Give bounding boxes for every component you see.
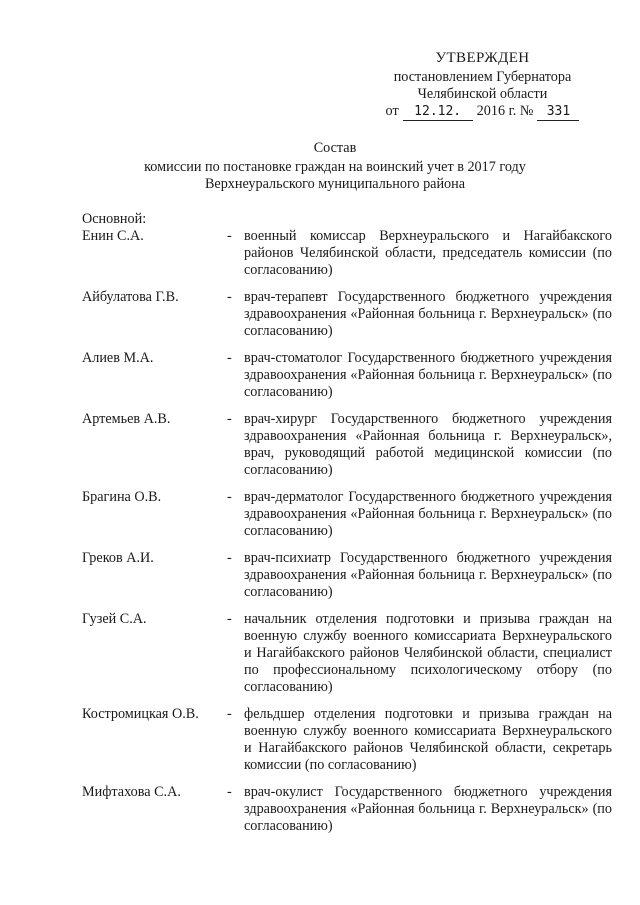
- member-dash: -: [227, 489, 232, 505]
- member-dash: -: [227, 350, 232, 366]
- member-row: [82, 350, 612, 401]
- approval-prefix: от: [385, 103, 399, 119]
- member-name: Айбулатова Г.В.: [82, 289, 179, 305]
- member-role: врач-психиатр Государственного бюджетного учреждения здравоохранения «Районная больница г. Верхнеуральск» (по согласованию): [244, 550, 612, 600]
- member-dash: -: [227, 784, 232, 800]
- member-dash: -: [227, 706, 232, 722]
- member-name: Костромицкая О.В.: [82, 706, 199, 722]
- section-label-main: Основной:: [82, 211, 147, 227]
- member-dash: -: [227, 411, 232, 427]
- member-dash: -: [227, 289, 232, 305]
- member-name: Алиев М.А.: [82, 350, 154, 366]
- members-list: [82, 228, 612, 845]
- member-name: Мифтахова С.А.: [82, 784, 181, 800]
- member-role: врач-хирург Государственного бюджетного учреждения здравоохранения «Районная больница г. Верхнеуральск», врач, руководящий работой медицинской комиссии (по согласованию): [244, 411, 612, 478]
- member-dash: -: [227, 550, 232, 566]
- member-role: военный комиссар Верхнеуральского и Нагайбакского районов Челябинской области, председатель комиссии (по согласованию): [244, 228, 612, 278]
- member-role: врач-окулист Государственного бюджетного учреждения здравоохранения «Районная больница г. Верхнеуральск» (по согласованию): [244, 784, 612, 834]
- member-name: Енин С.А.: [82, 228, 144, 244]
- member-dash: -: [227, 228, 232, 244]
- member-role: врач-стоматолог Государственного бюджетного учреждения здравоохранения «Районная больница г. Верхнеуральск» (по согласованию): [244, 350, 612, 400]
- document-heading: [80, 140, 590, 193]
- member-name: Брагина О.В.: [82, 489, 162, 505]
- approval-line-2: Челябинской области: [417, 86, 548, 102]
- member-role: врач-дерматолог Государственного бюджетного учреждения здравоохранения «Районная больница г. Верхнеуральск» (по согласованию): [244, 489, 612, 539]
- member-row: [82, 289, 612, 340]
- approval-line-1: постановлением Губернатора: [393, 69, 572, 85]
- member-row: [82, 550, 612, 601]
- heading-title: Состав: [313, 140, 357, 156]
- member-name: Артемьев А.В.: [82, 411, 171, 427]
- member-row: [82, 706, 612, 774]
- heading-subtitle: комиссии по постановке граждан на воинский учет в 2017 году: [144, 159, 526, 175]
- approval-title: УТВЕРЖДЕН: [435, 50, 530, 66]
- member-row: [82, 611, 612, 696]
- approval-date-line: [375, 103, 590, 121]
- approval-number: 331: [537, 103, 579, 121]
- member-name: Гузей С.А.: [82, 611, 147, 627]
- heading-district: Верхнеуральского муниципального района: [204, 176, 466, 192]
- approval-date: 12.12.: [403, 103, 473, 121]
- member-row: [82, 489, 612, 540]
- member-dash: -: [227, 611, 232, 627]
- member-role: врач-терапевт Государственного бюджетного учреждения здравоохранения «Районная больница г. Верхнеуральск» (по согласованию): [244, 289, 612, 339]
- member-name: Греков А.И.: [82, 550, 154, 566]
- member-role: фельдшер отделения подготовки и призыва граждан на военную службу военного комиссариата Верхнеуральского и Нагайбакского районов Челябинской области, секретарь комиссии (по согласованию): [244, 706, 612, 773]
- member-role: начальник отделения подготовки и призыва граждан на военную службу военного комиссариата Верхнеуральского и Нагайбакского районов Челябинской области, специалист по профессиональному психологическому отбору (по согласованию): [244, 611, 612, 695]
- member-row: [82, 784, 612, 835]
- approval-stamp: [375, 50, 590, 121]
- member-row: [82, 228, 612, 279]
- approval-year: 2016 г. №: [476, 103, 534, 119]
- member-row: [82, 411, 612, 479]
